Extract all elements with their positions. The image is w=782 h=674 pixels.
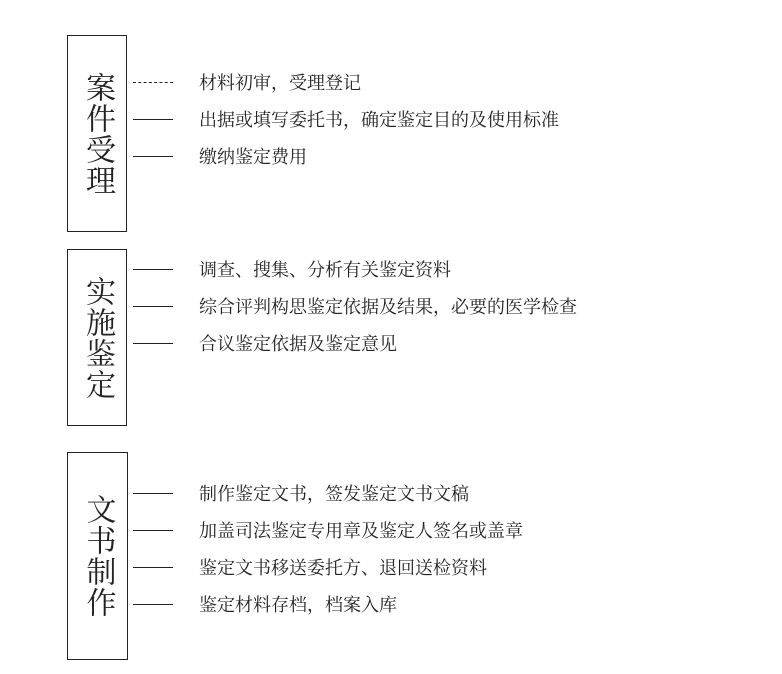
- step-row: [133, 331, 397, 355]
- connector-line: [133, 343, 173, 344]
- connector-line: [133, 156, 173, 157]
- connector-line: [133, 493, 173, 494]
- step-text: 制作鉴定文书，签发鉴定文书文稿: [199, 484, 469, 505]
- stage-label: 案件受理: [80, 71, 115, 196]
- connector-line: [133, 604, 173, 605]
- step-row: [133, 555, 487, 579]
- step-row: [133, 592, 397, 616]
- stage-box-implementation: [67, 249, 127, 426]
- stage-label: 文书制作: [80, 494, 116, 618]
- step-text: 材料初审，受理登记: [199, 73, 361, 94]
- step-row: [133, 107, 559, 131]
- step-text: 合议鉴定依据及鉴定意见: [199, 334, 397, 355]
- step-text: 加盖司法鉴定专用章及鉴定人签名或盖章: [199, 521, 523, 542]
- step-text: 鉴定文书移送委托方、退回送检资料: [199, 558, 487, 579]
- step-row: [133, 518, 523, 542]
- step-row: [133, 257, 451, 281]
- connector-line: [133, 306, 173, 307]
- connector-line: [133, 530, 173, 531]
- step-text: 综合评判构思鉴定依据及结果，必要的医学检查: [199, 297, 577, 318]
- step-row: [133, 481, 469, 505]
- stage-box-document-production: [67, 452, 128, 660]
- stage-label: 实施鉴定: [80, 275, 115, 400]
- step-text: 调查、搜集、分析有关鉴定资料: [199, 260, 451, 281]
- connector-line: [133, 82, 173, 83]
- step-text: 鉴定材料存档，档案入库: [199, 595, 397, 616]
- stage-box-case-acceptance: [67, 35, 127, 232]
- connector-line: [133, 119, 173, 120]
- step-text: 缴纳鉴定费用: [199, 147, 307, 168]
- step-text: 出据或填写委托书，确定鉴定目的及使用标准: [199, 110, 559, 131]
- step-row: [133, 70, 361, 94]
- step-row: [133, 294, 577, 318]
- connector-line: [133, 567, 173, 568]
- step-row: [133, 144, 307, 168]
- connector-line: [133, 269, 173, 270]
